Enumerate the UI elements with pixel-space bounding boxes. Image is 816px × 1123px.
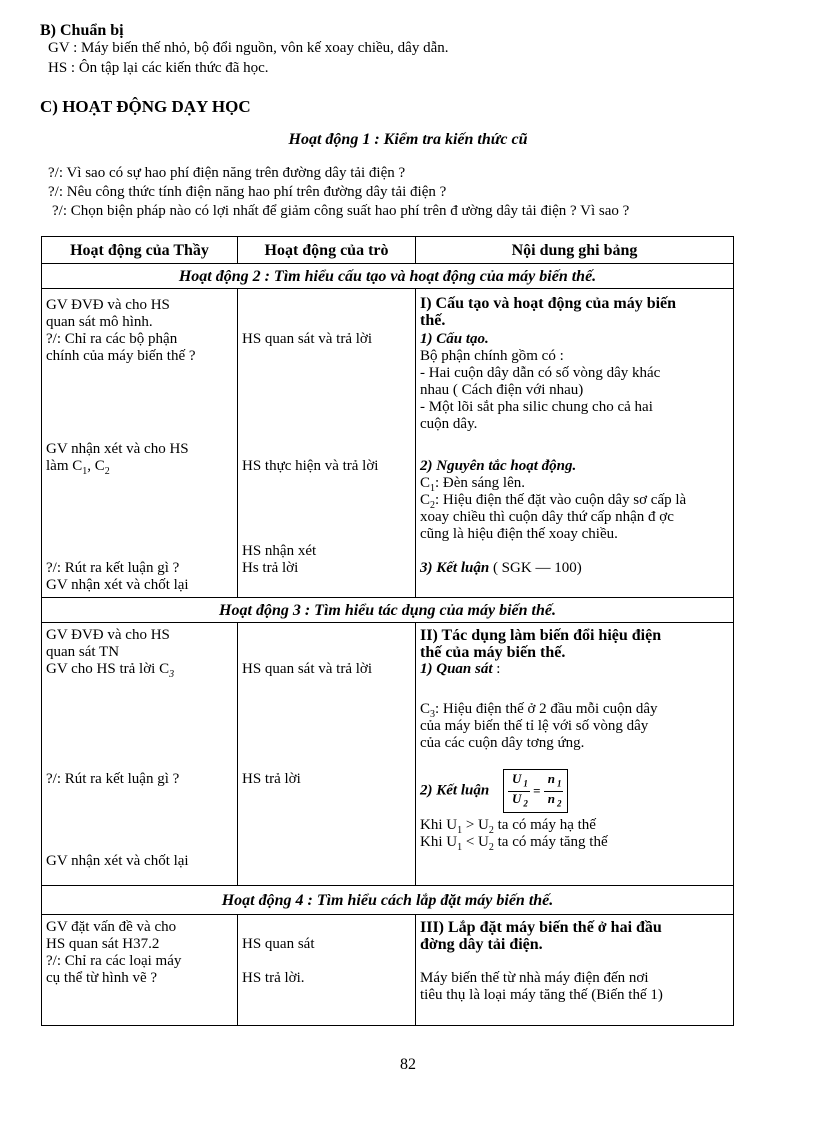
act2-content-line: 3) Kết luận ( SGK — 100) [420,560,582,576]
act3-content-line: $C_3$: Hiệu điện thế ở 2 đầu mỗi cuộn dây [420,701,658,720]
act2-teacher-line: chính của máy biến thế ? [46,348,196,364]
act4-content-line: Máy biến thế từ nhà máy điện đến nơi [420,970,649,986]
act2-content-line: nhau ( Cách điện với nhau) [420,382,584,398]
act3-student-line: HS quan sát và trả lời [242,661,372,677]
act2-teacher-cell [42,289,238,598]
act3-content-heading: II) Tác dụng làm biến đổi hiệu điện [420,627,662,644]
act4-content-cell [416,915,734,1026]
act4-content-heading: đờng dây tải điện. [420,936,543,953]
act3-student-line: HS trả lời [242,771,301,787]
act4-content-heading: III) Lắp đặt máy biến thế ở hai đầu [420,919,662,936]
activity1-title: Hoạt động 1 : Kiểm tra kiến thức cũ [288,131,528,148]
act3-teacher-cell [42,623,238,886]
act4-teacher-cell [42,915,238,1026]
act3-content-line: của các cuộn dây tơng ứng. [420,735,585,751]
ratio-formula: $\frac{U _1}{U _2}$ = $\frac{n _1}{n _2}$ [503,769,569,813]
act2-content-line: $C_1$: Đèn sáng lên. [420,475,525,494]
act2-student-cell [238,289,416,598]
act3-teacher-line: GV ĐVĐ và cho HS [46,627,170,643]
act3-student-cell [238,623,416,886]
act2-teacher-line: GV ĐVĐ và cho HS [46,297,170,313]
act3-subheading: 1) Quan sát : [420,661,501,677]
act2-teacher-line: ?/: Chỉ ra các bộ phận [46,331,178,347]
act3-teacher-line: GV nhận xét và chốt lại [46,853,189,869]
act4-teacher-line: ?/: Chỉ ra các loại máy [46,953,182,969]
lesson-table [41,236,734,1026]
act4-student-line: HS quan sát [242,936,315,952]
question-1: ?/: Vì sao có sự hao phí điện năng trên đường dây tải điện ? [48,165,406,181]
activity3-title: Hoạt động 3 : Tìm hiểu tác dụng của máy biến thế. [42,598,734,623]
activity2-title: Hoạt động 2 : Tìm hiểu cấu tạo và hoạt động của máy biến thế. [42,264,734,289]
prep-title: B) Chuẩn bị [40,22,124,39]
act4-student-line: HS trả lời. [242,970,305,986]
prep-hs: HS : Ôn tập lại các kiến thức đã học. [48,60,269,76]
act2-content-heading: I) Cấu tạo và hoạt động của máy biến [420,295,677,312]
act2-content-line: Bộ phận chính gồm có : [420,348,564,364]
header-student: Hoạt động của trò [238,237,416,264]
act2-content-line: cuộn dây. [420,416,478,432]
act2-student-line: Hs trả lời [242,560,299,576]
act2-teacher-line: làm $C_1$, $C_2$ [46,458,110,477]
act2-content-cell [416,289,734,598]
act4-teacher-line: GV đặt vấn đề và cho [46,919,177,935]
act2-content-line: - Hai cuộn dây dẫn có số vòng dây khác [420,365,661,381]
act2-student-line: HS quan sát và trả lời [242,331,372,347]
act3-teacher-line: GV cho HS trả lời $C_3$ [46,661,175,680]
activity4-title: Hoạt động 4 : Tìm hiểu cách lắp đặt máy biến thế. [42,886,734,915]
question-2: ?/: Nêu công thức tính điện năng hao phí trên đường dây tải điện ? [48,184,447,200]
act2-subheading: 1) Cấu tạo. [420,331,489,347]
act3-teacher-line: quan sát TN [46,644,120,660]
page-number: 82 [400,1056,416,1073]
act3-teacher-line: ?/: Rút ra kết luận gì ? [46,771,180,787]
act2-teacher-line: GV nhận xét và chốt lại [46,577,189,593]
act2-teacher-line: ?/: Rút ra kết luận gì ? [46,560,180,576]
act3-content-line: Khi $U_1 > U_2$ ta có máy hạ thế [420,817,596,836]
act2-content-line: xoay chiều thì cuộn dây thứ cấp nhận đ ợc [420,509,674,525]
act2-teacher-line: quan sát mô hình. [46,314,153,330]
act2-subheading: 2) Nguyên tắc hoạt động. [420,458,577,474]
act3-content-heading: thế của máy biến thế. [420,644,566,661]
act3-content-cell [416,623,734,886]
act4-teacher-line: HS quan sát H37.2 [46,936,160,952]
act2-content-heading: thế. [420,312,446,329]
section-title: C) HOẠT ĐỘNG DẠY HỌC [40,97,251,116]
act2-student-line: HS thực hiện và trả lời [242,458,379,474]
act2-teacher-line: GV nhận xét và cho HS [46,441,189,457]
header-content: Nội dung ghi bảng [416,237,734,264]
act3-formula-row: 2) Kết luận $\frac{U _1}{U _2}$ = $\frac{n _1}{n _2}$ [420,769,568,813]
prep-gv: GV : Máy biến thế nhỏ, bộ đổi nguồn, vôn kế xoay chiều, dây dẫn. [48,40,449,56]
header-teacher: Hoạt động của Thầy [42,237,238,264]
act2-content-line: - Một lõi sắt pha silic chung cho cả hai [420,399,653,415]
act4-content-line: tiêu thụ là loại máy tăng thế (Biến thế 1) [420,987,663,1003]
act4-teacher-line: cụ thể từ hình vẽ ? [46,970,158,986]
act2-content-line: $C_2$: Hiệu điện thế đặt vào cuộn dây sơ cấp là [420,492,687,511]
question-3: ?/: Chọn biện pháp nào có lợi nhất để giảm công suất hao phí trên đ ường dây tải điện ? Vì sao ? [52,203,630,219]
act2-content-line: cũng là hiệu điện thế xoay chiều. [420,526,618,542]
act3-content-line: Khi $U_1 < U_2$ ta có máy tăng thế [420,834,608,853]
act2-student-line: HS nhận xét [242,543,317,559]
act3-content-line: của máy biến thế tỉ lệ với số vòng dây [420,718,649,734]
act4-student-cell [238,915,416,1026]
